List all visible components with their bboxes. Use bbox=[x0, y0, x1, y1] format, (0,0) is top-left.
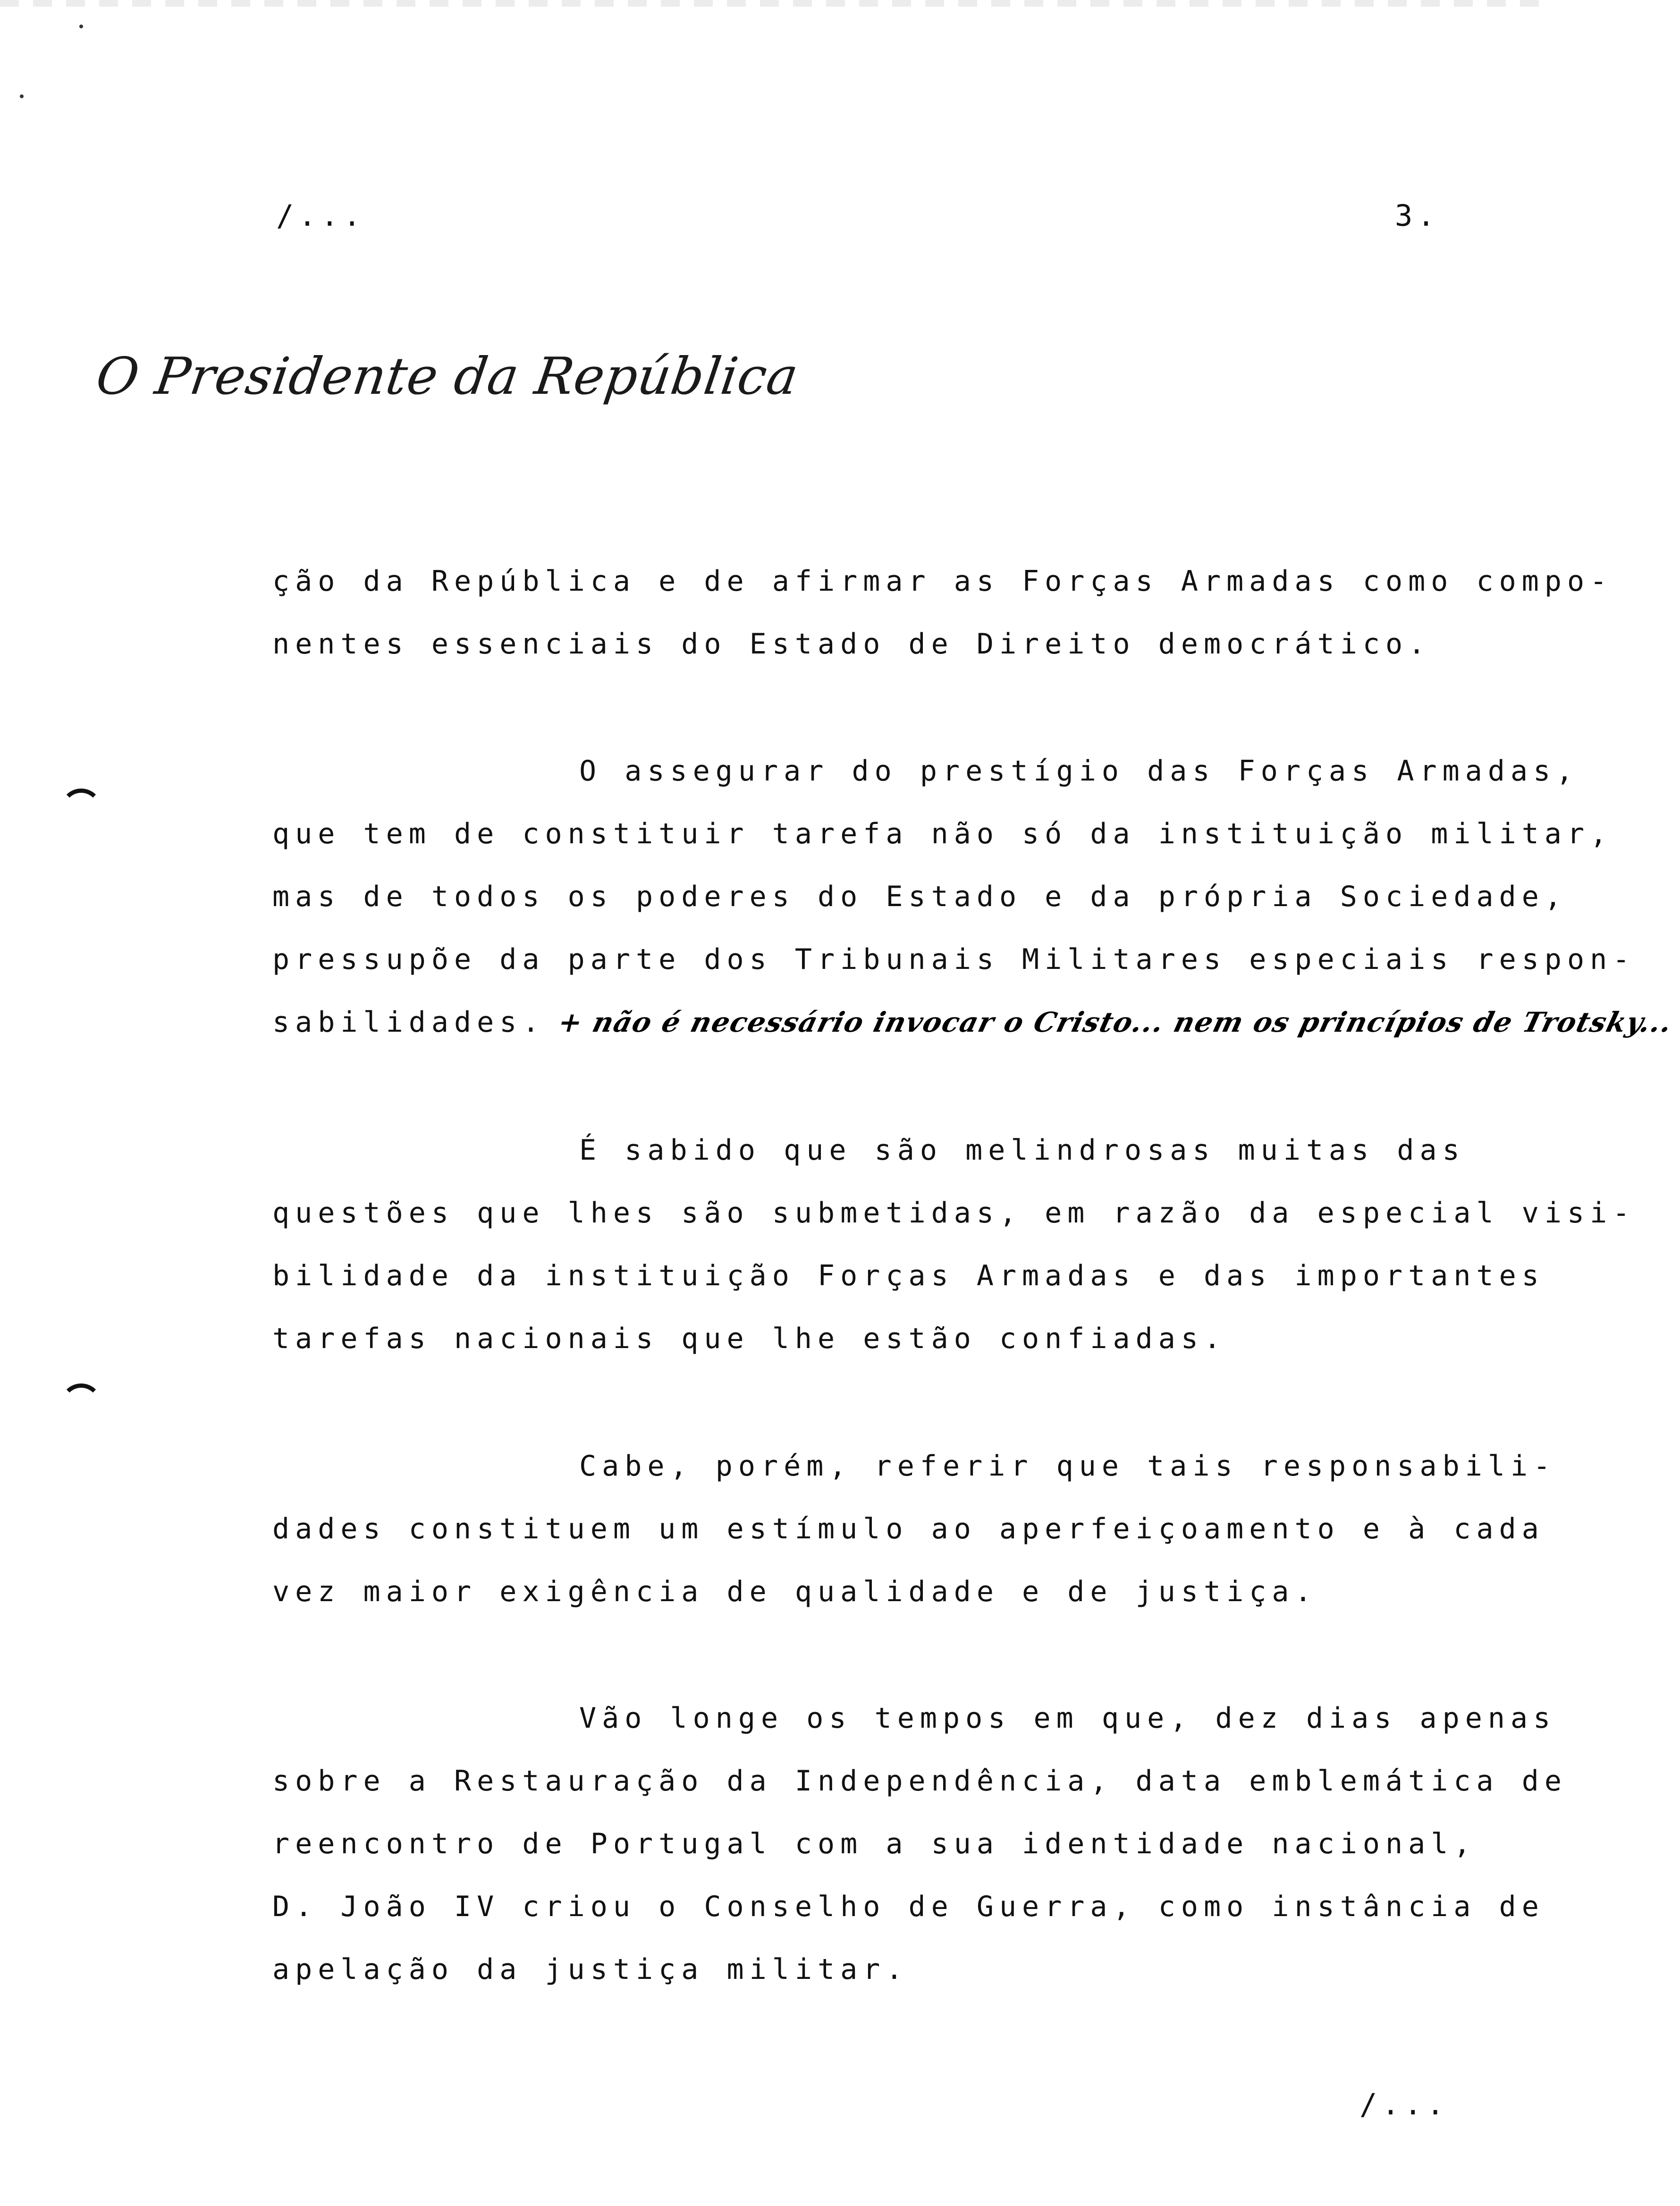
text-line: questões que lhes são submetidas, em razão da especial visi- bbox=[272, 1196, 1636, 1230]
text-line: vez maior exigência de qualidade e de justiça. bbox=[272, 1575, 1317, 1608]
text-line: pressupõe da parte dos Tribunais Militares especiais respon- bbox=[272, 943, 1636, 976]
page-number: 3. bbox=[1395, 198, 1440, 233]
text-line: bilidade da instituição Forças Armadas e das importantes bbox=[272, 1259, 1545, 1292]
text-line: sobre a Restauração da Independência, data emblemática de bbox=[272, 1765, 1568, 1798]
text-line: É sabido que são melindrosas muitas das bbox=[579, 1134, 1465, 1167]
punch-hole-mark bbox=[60, 1383, 102, 1425]
letterhead-title: O Presidente da República bbox=[93, 347, 802, 406]
text-line: sabilidades. bbox=[272, 1006, 545, 1039]
text-line-with-annotation bbox=[272, 991, 1677, 1054]
paragraph bbox=[272, 1435, 1556, 1623]
text-line: que tem de constituir tarefa não só da instituição militar, bbox=[272, 817, 1613, 850]
text-line: reencontro de Portugal com a sua identidade nacional, bbox=[272, 1827, 1477, 1860]
text-line: mas de todos os poderes do Estado e da própria Sociedade, bbox=[272, 880, 1568, 913]
text-line: apelação da justiça militar. bbox=[272, 1953, 909, 1986]
text-line: O assegurar do prestígio das Forças Armadas, bbox=[579, 755, 1579, 788]
text-line: ção da República e de afirmar as Forças Armadas como compo- bbox=[272, 565, 1613, 598]
top-continuation-marker: /... bbox=[276, 198, 366, 233]
scan-speck bbox=[79, 25, 83, 28]
handwritten-annotation: + não é necessário invocar o Cristo... nem os princípios de Trotsky... bbox=[555, 1006, 1677, 1038]
paragraph bbox=[272, 1687, 1568, 2001]
text-line: D. João IV criou o Conselho de Guerra, como instância de bbox=[272, 1890, 1545, 1923]
scan-edge-artifact bbox=[0, 0, 1548, 7]
text-line: Vão longe os tempos em que, dez dias apenas bbox=[579, 1702, 1556, 1735]
text-line: dades constituem um estímulo ao aperfeiçoamento e à cada bbox=[272, 1512, 1545, 1545]
punch-hole-mark bbox=[60, 789, 102, 830]
paragraph bbox=[272, 550, 1613, 676]
scan-speck bbox=[20, 94, 24, 98]
text-line: nentes essenciais do Estado de Direito democrático. bbox=[272, 628, 1431, 661]
paragraph bbox=[272, 1119, 1636, 1370]
paragraph bbox=[272, 740, 1677, 1054]
text-line: tarefas nacionais que lhe estão confiadas. bbox=[272, 1322, 1227, 1355]
bottom-continuation-marker: /... bbox=[1359, 2087, 1449, 2121]
text-line: Cabe, porém, referir que tais responsabili- bbox=[579, 1450, 1556, 1483]
